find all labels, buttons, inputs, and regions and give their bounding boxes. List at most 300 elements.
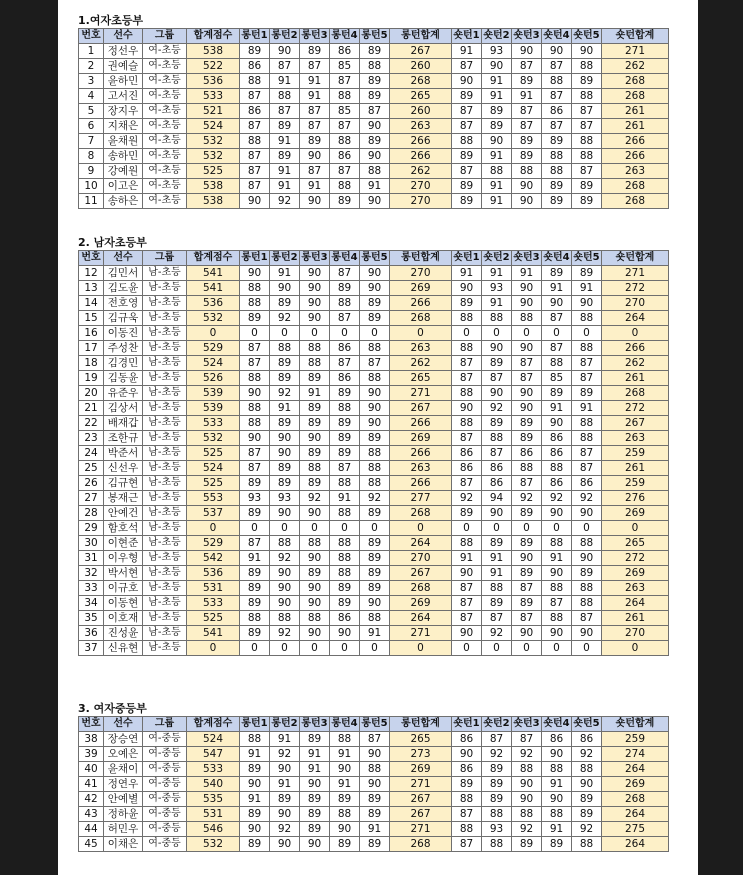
cell-num: 18 (79, 356, 104, 371)
cell-short-1: 88 (452, 386, 482, 401)
cell-short-5: 87 (572, 446, 602, 461)
cell-short-2: 88 (482, 164, 512, 179)
table-row (79, 311, 669, 326)
cell-long-3: 90 (300, 596, 330, 611)
cell-long-4: 88 (330, 296, 360, 311)
cell-long-2: 90 (270, 431, 300, 446)
table-row (79, 44, 669, 59)
cell-short-3: 0 (512, 641, 542, 656)
cell-short-5: 90 (572, 626, 602, 641)
cell-player: 박서현 (104, 566, 143, 581)
cell-total: 536 (187, 296, 240, 311)
cell-short-4: 91 (542, 281, 572, 296)
cell-num: 26 (79, 476, 104, 491)
cell-long-4: 0 (330, 641, 360, 656)
cell-total: 0 (187, 641, 240, 656)
cell-group: 남-초등 (143, 311, 187, 326)
cell-total: 538 (187, 179, 240, 194)
cell-long-3: 89 (300, 732, 330, 747)
section-title: 3. 여자중등부 (78, 702, 147, 715)
header-short-2: 숏턴2 (482, 29, 512, 44)
cell-short-4: 89 (542, 386, 572, 401)
header-short-3: 숏턴3 (512, 29, 542, 44)
cell-short-3: 89 (512, 536, 542, 551)
cell-long-4: 87 (330, 164, 360, 179)
cell-short-4: 87 (542, 596, 572, 611)
cell-long-1: 88 (240, 611, 270, 626)
header-short-1: 숏턴1 (452, 29, 482, 44)
cell-long-5: 90 (360, 596, 390, 611)
cell-long-4: 88 (330, 179, 360, 194)
cell-long-total: 0 (390, 326, 452, 341)
cell-long-2: 92 (270, 311, 300, 326)
header-short-total: 숏턴합계 (602, 717, 669, 732)
cell-short-5: 89 (572, 807, 602, 822)
cell-short-5: 90 (572, 44, 602, 59)
cell-long-3: 91 (300, 74, 330, 89)
cell-short-2: 91 (482, 296, 512, 311)
header-short-1: 숏턴1 (452, 251, 482, 266)
cell-long-1: 87 (240, 341, 270, 356)
cell-num: 15 (79, 311, 104, 326)
cell-player: 김규욱 (104, 311, 143, 326)
cell-long-2: 92 (270, 551, 300, 566)
cell-long-1: 89 (240, 762, 270, 777)
cell-long-total: 265 (390, 732, 452, 747)
cell-short-3: 86 (512, 446, 542, 461)
cell-short-1: 87 (452, 596, 482, 611)
cell-group: 남-초등 (143, 521, 187, 536)
table-row (79, 566, 669, 581)
cell-group: 남-초등 (143, 641, 187, 656)
cell-num: 17 (79, 341, 104, 356)
cell-short-total: 275 (602, 822, 669, 837)
cell-short-total: 259 (602, 476, 669, 491)
cell-short-total: 0 (602, 521, 669, 536)
cell-long-5: 89 (360, 581, 390, 596)
table-row (79, 164, 669, 179)
cell-long-3: 87 (300, 164, 330, 179)
cell-short-4: 90 (542, 626, 572, 641)
cell-total: 541 (187, 281, 240, 296)
cell-short-total: 268 (602, 194, 669, 209)
cell-short-4: 88 (542, 74, 572, 89)
header-num: 번호 (79, 251, 104, 266)
cell-short-2: 93 (482, 822, 512, 837)
table-row (79, 401, 669, 416)
cell-num: 42 (79, 792, 104, 807)
cell-player: 고서진 (104, 89, 143, 104)
cell-long-2: 92 (270, 822, 300, 837)
cell-short-3: 88 (512, 762, 542, 777)
cell-long-5: 89 (360, 506, 390, 521)
cell-short-5: 89 (572, 179, 602, 194)
cell-group: 여-초등 (143, 74, 187, 89)
table-row (79, 837, 669, 852)
table-row (79, 777, 669, 792)
cell-short-2: 87 (482, 371, 512, 386)
table-row (79, 822, 669, 837)
cell-long-3: 90 (300, 311, 330, 326)
cell-group: 여-초등 (143, 119, 187, 134)
cell-total: 533 (187, 762, 240, 777)
cell-short-5: 88 (572, 416, 602, 431)
cell-long-3: 88 (300, 461, 330, 476)
cell-long-3: 88 (300, 356, 330, 371)
cell-short-5: 91 (572, 281, 602, 296)
cell-short-4: 88 (542, 581, 572, 596)
cell-long-5: 89 (360, 44, 390, 59)
cell-num: 24 (79, 446, 104, 461)
cell-long-4: 89 (330, 792, 360, 807)
cell-player: 이호재 (104, 611, 143, 626)
cell-long-1: 90 (240, 431, 270, 446)
cell-long-3: 88 (300, 536, 330, 551)
cell-long-total: 260 (390, 104, 452, 119)
cell-long-2: 91 (270, 179, 300, 194)
cell-short-2: 86 (482, 476, 512, 491)
cell-short-1: 87 (452, 611, 482, 626)
cell-short-1: 91 (452, 44, 482, 59)
cell-short-5: 87 (572, 371, 602, 386)
cell-long-3: 90 (300, 194, 330, 209)
cell-short-3: 89 (512, 566, 542, 581)
cell-short-total: 261 (602, 611, 669, 626)
cell-short-2: 92 (482, 747, 512, 762)
header-long-2: 롱턴2 (270, 717, 300, 732)
cell-group: 남-초등 (143, 401, 187, 416)
cell-short-5: 88 (572, 536, 602, 551)
cell-long-4: 90 (330, 822, 360, 837)
cell-long-1: 87 (240, 179, 270, 194)
cell-player: 이동현 (104, 596, 143, 611)
cell-num: 23 (79, 431, 104, 446)
cell-long-5: 89 (360, 134, 390, 149)
cell-total: 536 (187, 566, 240, 581)
table-row (79, 446, 669, 461)
cell-long-5: 90 (360, 119, 390, 134)
cell-num: 33 (79, 581, 104, 596)
cell-short-5: 87 (572, 611, 602, 626)
cell-short-total: 262 (602, 59, 669, 74)
header-long-3: 롱턴3 (300, 251, 330, 266)
cell-long-1: 88 (240, 732, 270, 747)
cell-total: 531 (187, 807, 240, 822)
cell-long-5: 90 (360, 386, 390, 401)
table-row (79, 521, 669, 536)
cell-short-total: 268 (602, 179, 669, 194)
header-num: 번호 (79, 717, 104, 732)
cell-long-2: 92 (270, 747, 300, 762)
cell-long-4: 88 (330, 401, 360, 416)
cell-long-5: 89 (360, 792, 390, 807)
cell-short-2: 89 (482, 777, 512, 792)
cell-short-1: 90 (452, 747, 482, 762)
cell-short-3: 91 (512, 266, 542, 281)
cell-long-total: 270 (390, 551, 452, 566)
cell-group: 여-초등 (143, 44, 187, 59)
cell-long-2: 91 (270, 134, 300, 149)
cell-long-5: 91 (360, 822, 390, 837)
cell-short-4: 87 (542, 311, 572, 326)
table-row (79, 807, 669, 822)
cell-long-3: 89 (300, 416, 330, 431)
cell-long-5: 89 (360, 536, 390, 551)
cell-long-5: 88 (360, 476, 390, 491)
cell-player: 배재갑 (104, 416, 143, 431)
header-row (79, 251, 669, 266)
cell-short-2: 91 (482, 566, 512, 581)
cell-long-3: 91 (300, 386, 330, 401)
cell-short-total: 261 (602, 104, 669, 119)
cell-total: 521 (187, 104, 240, 119)
cell-long-5: 89 (360, 807, 390, 822)
cell-long-4: 0 (330, 326, 360, 341)
cell-short-5: 91 (572, 401, 602, 416)
cell-long-3: 89 (300, 476, 330, 491)
cell-short-2: 90 (482, 59, 512, 74)
cell-short-2: 93 (482, 44, 512, 59)
header-short-5: 숏턴5 (572, 251, 602, 266)
cell-short-5: 92 (572, 491, 602, 506)
cell-long-total: 266 (390, 149, 452, 164)
score-table (78, 716, 669, 852)
cell-short-3: 90 (512, 194, 542, 209)
cell-short-3: 91 (512, 89, 542, 104)
cell-player: 유준우 (104, 386, 143, 401)
cell-short-total: 271 (602, 44, 669, 59)
cell-short-3: 90 (512, 341, 542, 356)
cell-long-4: 0 (330, 521, 360, 536)
cell-long-2: 91 (270, 401, 300, 416)
cell-long-total: 267 (390, 792, 452, 807)
cell-short-4: 91 (542, 822, 572, 837)
cell-short-2: 91 (482, 89, 512, 104)
cell-num: 30 (79, 536, 104, 551)
cell-long-3: 0 (300, 641, 330, 656)
cell-short-1: 86 (452, 732, 482, 747)
cell-long-4: 89 (330, 837, 360, 852)
cell-short-3: 90 (512, 281, 542, 296)
cell-short-2: 89 (482, 356, 512, 371)
cell-short-2: 91 (482, 266, 512, 281)
header-short-total: 숏턴합계 (602, 29, 669, 44)
cell-long-4: 89 (330, 281, 360, 296)
cell-short-total: 259 (602, 732, 669, 747)
cell-long-3: 88 (300, 341, 330, 356)
cell-short-3: 90 (512, 401, 542, 416)
cell-long-5: 88 (360, 371, 390, 386)
cell-short-3: 0 (512, 521, 542, 536)
cell-short-4: 86 (542, 104, 572, 119)
cell-long-total: 266 (390, 134, 452, 149)
cell-short-4: 86 (542, 446, 572, 461)
header-short-4: 숏턴4 (542, 29, 572, 44)
section-girls-elementary (78, 14, 678, 209)
cell-short-total: 270 (602, 626, 669, 641)
cell-long-4: 88 (330, 506, 360, 521)
cell-short-2: 92 (482, 626, 512, 641)
cell-short-2: 93 (482, 281, 512, 296)
cell-player: 윤채원 (104, 134, 143, 149)
cell-short-5: 89 (572, 74, 602, 89)
cell-num: 35 (79, 611, 104, 626)
cell-short-2: 0 (482, 641, 512, 656)
cell-short-3: 89 (512, 431, 542, 446)
cell-short-2: 94 (482, 491, 512, 506)
score-sheet-page (58, 0, 698, 875)
cell-num: 39 (79, 747, 104, 762)
cell-long-4: 90 (330, 762, 360, 777)
cell-total: 538 (187, 44, 240, 59)
cell-long-total: 267 (390, 44, 452, 59)
cell-total: 532 (187, 431, 240, 446)
cell-group: 여-초등 (143, 134, 187, 149)
cell-long-4: 89 (330, 581, 360, 596)
cell-long-2: 90 (270, 44, 300, 59)
cell-short-total: 266 (602, 341, 669, 356)
header-long-2: 롱턴2 (270, 251, 300, 266)
cell-short-2: 0 (482, 326, 512, 341)
cell-long-3: 89 (300, 822, 330, 837)
header-long-1: 롱턴1 (240, 251, 270, 266)
cell-short-total: 271 (602, 266, 669, 281)
cell-short-1: 87 (452, 431, 482, 446)
header-long-4: 롱턴4 (330, 29, 360, 44)
cell-short-3: 89 (512, 837, 542, 852)
cell-long-2: 91 (270, 164, 300, 179)
cell-long-2: 91 (270, 777, 300, 792)
cell-short-2: 86 (482, 461, 512, 476)
table-row (79, 59, 669, 74)
cell-short-5: 86 (572, 476, 602, 491)
cell-short-total: 268 (602, 74, 669, 89)
cell-short-2: 89 (482, 119, 512, 134)
cell-long-5: 89 (360, 837, 390, 852)
table-row (79, 179, 669, 194)
table-row (79, 281, 669, 296)
cell-total: 542 (187, 551, 240, 566)
cell-short-2: 91 (482, 194, 512, 209)
cell-long-1: 91 (240, 551, 270, 566)
cell-num: 10 (79, 179, 104, 194)
cell-num: 43 (79, 807, 104, 822)
cell-player: 송하은 (104, 194, 143, 209)
cell-short-1: 88 (452, 134, 482, 149)
cell-short-3: 90 (512, 179, 542, 194)
table-row (79, 119, 669, 134)
table-row (79, 134, 669, 149)
cell-long-total: 267 (390, 401, 452, 416)
cell-long-4: 88 (330, 89, 360, 104)
cell-group: 여-초등 (143, 149, 187, 164)
cell-long-3: 91 (300, 762, 330, 777)
cell-long-1: 88 (240, 371, 270, 386)
cell-short-total: 264 (602, 311, 669, 326)
cell-short-total: 269 (602, 566, 669, 581)
cell-short-1: 86 (452, 762, 482, 777)
cell-total: 532 (187, 134, 240, 149)
cell-short-1: 90 (452, 281, 482, 296)
cell-short-5: 88 (572, 581, 602, 596)
cell-long-4: 88 (330, 551, 360, 566)
cell-long-5: 89 (360, 551, 390, 566)
cell-total: 535 (187, 792, 240, 807)
cell-long-3: 89 (300, 371, 330, 386)
cell-num: 7 (79, 134, 104, 149)
table-row (79, 266, 669, 281)
table-row (79, 641, 669, 656)
cell-long-2: 89 (270, 149, 300, 164)
cell-long-total: 262 (390, 164, 452, 179)
section-title: 2. 남자초등부 (78, 236, 147, 249)
cell-short-total: 264 (602, 596, 669, 611)
cell-group: 남-초등 (143, 491, 187, 506)
table-row (79, 356, 669, 371)
cell-long-4: 88 (330, 732, 360, 747)
cell-long-5: 89 (360, 74, 390, 89)
header-long-1: 롱턴1 (240, 29, 270, 44)
cell-long-1: 91 (240, 792, 270, 807)
cell-num: 41 (79, 777, 104, 792)
cell-long-total: 269 (390, 431, 452, 446)
cell-short-4: 0 (542, 641, 572, 656)
cell-group: 여-중등 (143, 807, 187, 822)
cell-long-4: 91 (330, 491, 360, 506)
cell-long-3: 89 (300, 44, 330, 59)
cell-num: 9 (79, 164, 104, 179)
cell-player: 김규현 (104, 476, 143, 491)
cell-num: 36 (79, 626, 104, 641)
cell-total: 537 (187, 506, 240, 521)
cell-long-2: 90 (270, 837, 300, 852)
cell-group: 남-초등 (143, 371, 187, 386)
cell-short-total: 268 (602, 89, 669, 104)
cell-long-total: 269 (390, 762, 452, 777)
cell-player: 권예슬 (104, 59, 143, 74)
cell-player: 정하윤 (104, 807, 143, 822)
cell-long-5: 87 (360, 104, 390, 119)
cell-total: 525 (187, 611, 240, 626)
cell-long-2: 93 (270, 491, 300, 506)
cell-short-2: 88 (482, 581, 512, 596)
cell-long-4: 88 (330, 476, 360, 491)
cell-long-5: 88 (360, 341, 390, 356)
cell-short-4: 88 (542, 149, 572, 164)
cell-long-2: 89 (270, 296, 300, 311)
cell-short-1: 86 (452, 446, 482, 461)
cell-short-total: 263 (602, 581, 669, 596)
cell-short-3: 89 (512, 596, 542, 611)
cell-short-3: 87 (512, 476, 542, 491)
cell-group: 남-초등 (143, 431, 187, 446)
cell-num: 44 (79, 822, 104, 837)
cell-num: 19 (79, 371, 104, 386)
cell-short-2: 89 (482, 596, 512, 611)
cell-short-3: 90 (512, 386, 542, 401)
cell-long-total: 277 (390, 491, 452, 506)
cell-short-total: 276 (602, 491, 669, 506)
cell-long-4: 86 (330, 149, 360, 164)
cell-short-total: 261 (602, 461, 669, 476)
cell-long-total: 273 (390, 747, 452, 762)
cell-long-1: 86 (240, 104, 270, 119)
table-row (79, 296, 669, 311)
header-group: 그룹 (143, 29, 187, 44)
cell-long-3: 87 (300, 104, 330, 119)
cell-long-2: 88 (270, 341, 300, 356)
cell-long-3: 90 (300, 626, 330, 641)
